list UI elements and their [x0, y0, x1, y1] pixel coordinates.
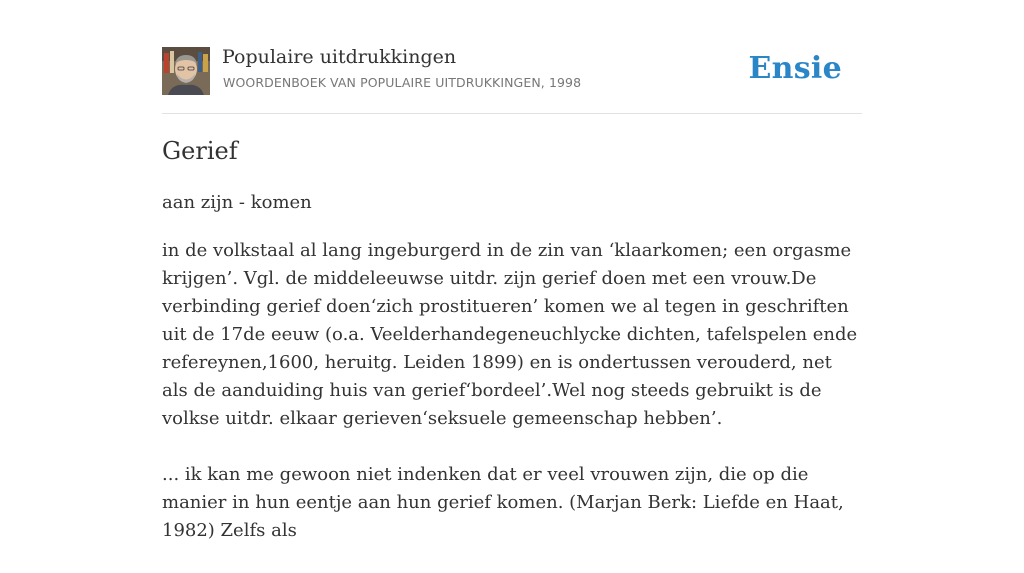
example-paragraph: ... ik kan me gewoon niet indenken dat er veel vrouwen zijn, die op die manier in hun eentje aan hun gerief komen. (Marjan Berk: Liefde en Haat, 1982) Zelfs als: [162, 464, 844, 541]
entry-phrase: aan zijn - komen: [162, 192, 312, 213]
entry-body: [162, 237, 862, 573]
entry-term: Gerief: [162, 137, 238, 165]
header-divider: [162, 113, 862, 114]
entry-header: [162, 46, 862, 96]
source-subtitle: WOORDENBOEK VAN POPULAIRE UITDRUKKINGEN, 1998: [223, 75, 582, 90]
source-title[interactable]: Populaire uitdrukkingen: [222, 46, 457, 68]
ensie-logo-link[interactable]: Ensie: [748, 51, 842, 86]
definition-paragraph: in de volkstaal al lang ingeburgerd in de zin van ‘klaarkomen; een orgasme krijgen’. Vgl. de middeleeuwse uitdr. zijn gerief doen met een vrouw.De verbinding gerief doen‘zich prostitueren’ komen we al tegen in geschriften uit de 17de eeuw (o.a. Veelderhandegeneuchlycke dichten, tafelspelen ende refereynen,1600, heruitg. Leiden 1899) en is ondertussen verouderd, net als de aanduiding huis van gerief‘bordeel’.Wel nog steeds gebruikt is de volkse uitdr. elkaar gerieven‘seksuele gemeenschap hebben’.: [162, 240, 858, 429]
author-avatar: [162, 47, 210, 95]
